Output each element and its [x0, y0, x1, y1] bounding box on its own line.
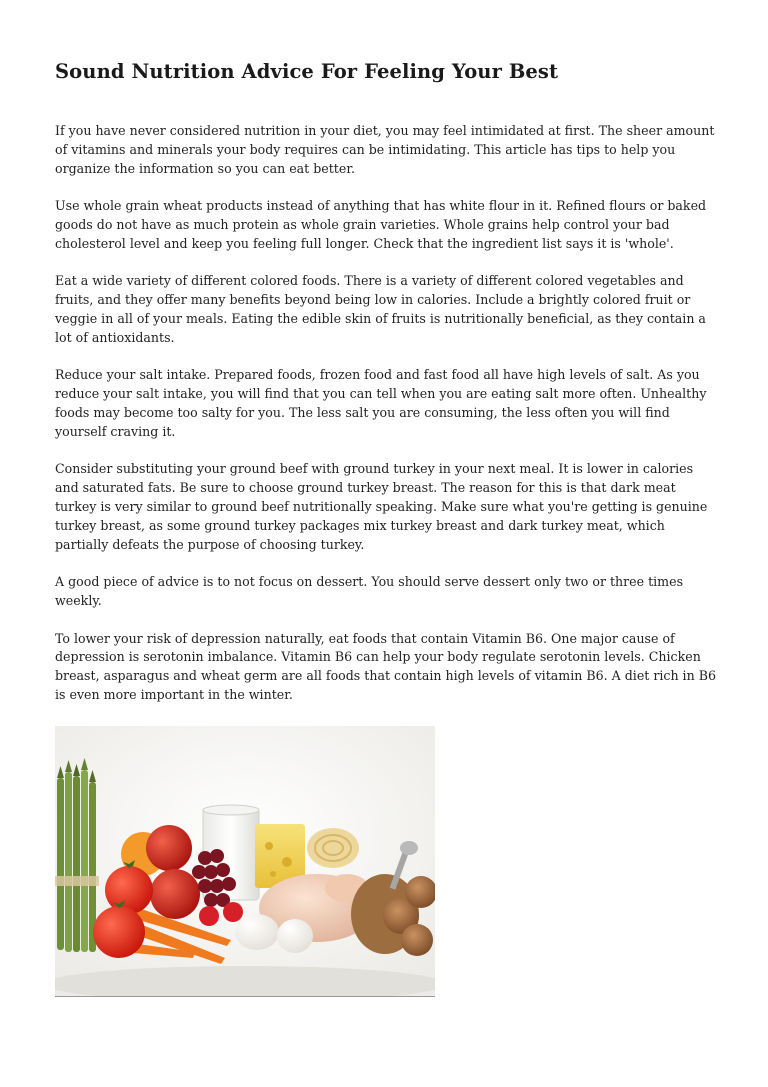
paragraph: Consider substituting your ground beef with ground turkey in your next meal. It is lower in calories and saturated fats. Be sure to choose ground turkey breast. The reason for this is that dark meat turkey is very similar to ground beef nutritionally speaking. Make sure what you're getting is genuine turkey breast, as some ground turkey packages mix turkey breast and dark turkey meat, which partially defeats the purpose of choosing turkey.	[55, 461, 708, 552]
paragraph: A good piece of advice is to not focus on dessert. You should serve dessert only two or three times weekly.	[55, 574, 684, 608]
food-illustration	[55, 726, 435, 996]
paragraph: If you have never considered nutrition in your diet, you may feel intimidated at first. The sheer amount of vitamins and minerals your body requires can be intimidating. This article has tips to help you organize the information so you can eat better.	[55, 123, 715, 176]
asparagus	[55, 758, 99, 952]
paragraph: Use whole grain wheat products instead of anything that has white flour in it. Refined flours or baked goods do not have as much protein as whole grain varieties. Whole grains help control your bad cholesterol level and keep you feeling full longer. Check that the ingredient list says it is 'whole'.	[55, 198, 707, 251]
paragraph: Eat a wide variety of different colored foods. There is a variety of different colored vegetables and fruits, and they offer many benefits beyond being low in calories. Include a brightly colored fruit or veggie in all of your meals. Eating the edible skin of fruits is nutritionally beneficial, as they contain a lot of antioxidants.	[55, 273, 706, 345]
image-bottom-rule	[55, 996, 435, 997]
pasta	[307, 828, 359, 868]
paragraph: Reduce your salt intake. Prepared foods, frozen food and fast food all have high levels of salt. As you reduce your salt intake, you will find that you can tell when you are eating salt more often. Unhealthy foods may become too salty for you. The less salt you are consuming, the less often you will find yourself craving it.	[55, 367, 707, 439]
article-body	[55, 122, 717, 724]
paragraph: To lower your risk of depression naturally, eat foods that contain Vitamin B6. One major cause of depression is serotonin imbalance. Vitamin B6 can help your body regulate serotonin levels. Chicken breast, asparagus and wheat germ are all foods that contain high levels of vitamin B6. A diet rich in B6 is even more important in the winter.	[55, 630, 716, 702]
article-title: Sound Nutrition Advice For Feeling Your Best	[55, 60, 559, 83]
healthy-foods-photo	[55, 726, 435, 996]
